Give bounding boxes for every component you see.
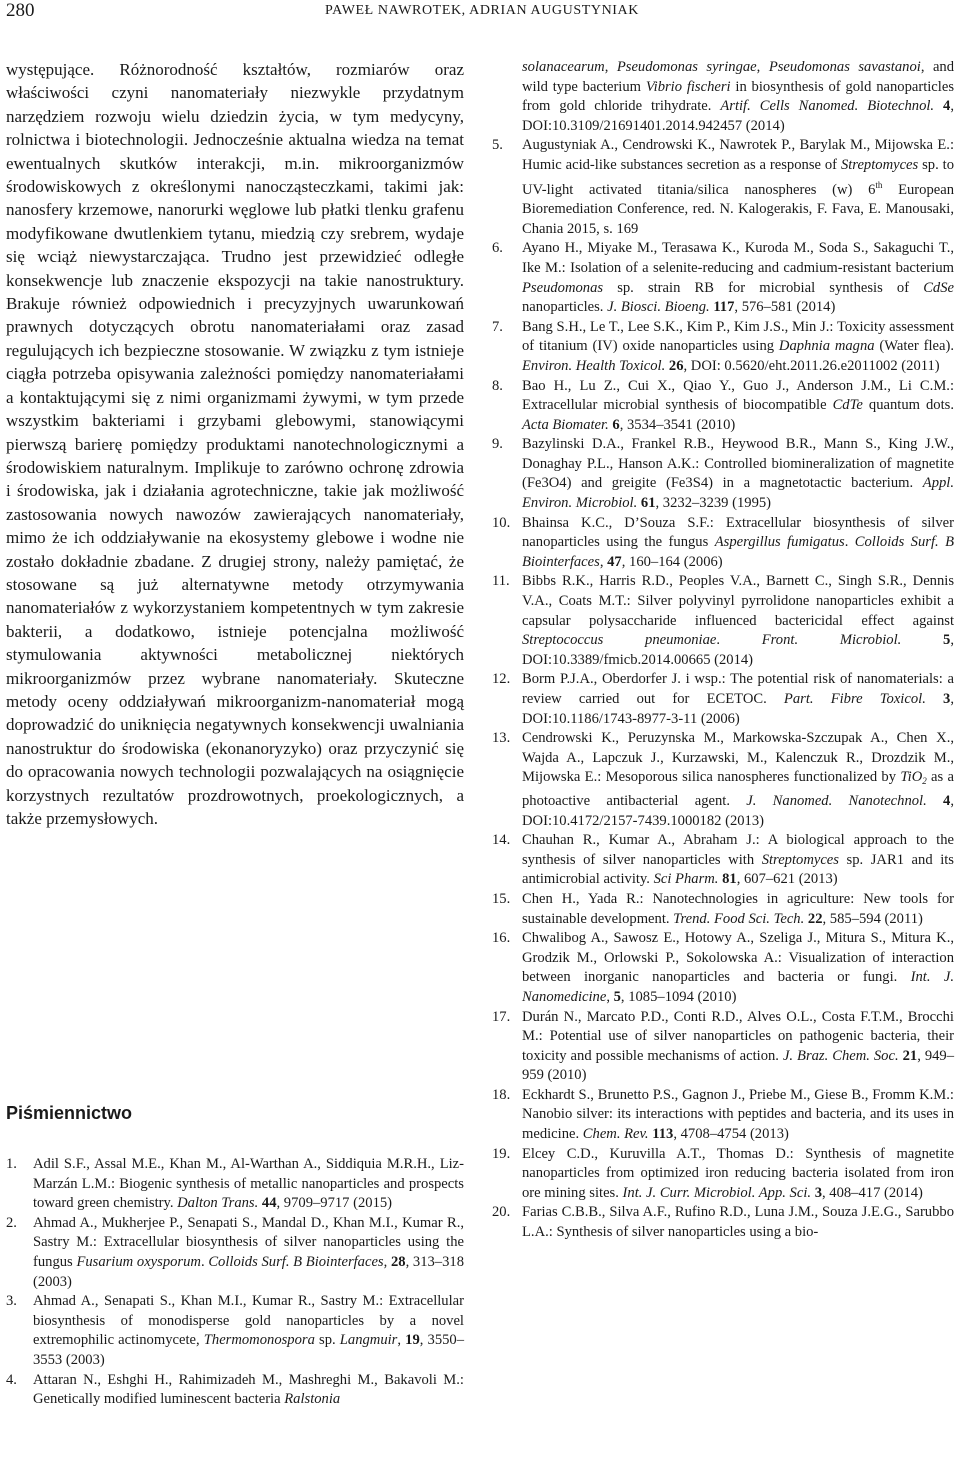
reference-text: Adil S.F., Assal M.E., Khan M., Al-Warthan A., Siddiquia M.R.H., Liz-Marzán L.M.: Biogenic synthesis of metallic nanoparticles and prospects toward green chemistry. Dalton Trans. 44, 9709–9717 (2015) bbox=[33, 1156, 464, 1212]
reference-text: Durán N., Marcato P.D., Conti R.D., Alves O.L., Costa F.T.M., Brocchi M.: Potential use of silver nanoparticles on pathogenic bacteria, their toxicity and possible mechanisms of action. J. Braz. Chem. Soc. 21, 949–959 (2010) bbox=[522, 1008, 955, 1084]
page-number: 280 bbox=[6, 0, 35, 21]
reference-text: Eckhardt S., Brunetto P.S., Gagnon J., Priebe M., Giese B., Fromm K.M.: Nanobio silver: its interactions with peptides and bacteria, and its uses in medicine. Chem. Rev. 113, 4708–4754 (2013) bbox=[522, 1086, 954, 1143]
reference-number: 3. bbox=[6, 1293, 17, 1310]
reference-item bbox=[492, 890, 954, 929]
reference-item bbox=[492, 435, 954, 513]
reference-number: 7. bbox=[492, 318, 503, 335]
reference-text: Elcey C.D., Kuruvilla A.T., Thomas D.: Synthesis of magnetite nanoparticles from optimized iron reducing bacteria isolated from iron ore mining sites. Int. J. Curr. Microbiol. App. Sci. 3, 408–417 (2014) bbox=[522, 1145, 954, 1201]
reference-item bbox=[6, 1214, 464, 1292]
page-header bbox=[0, 0, 960, 24]
body-text bbox=[6, 58, 464, 830]
reference-text: Bhainsa K.C., D’Souza S.F.: Extracellular biosynthesis of silver nanoparticles using the fungus Aspergillus fumigatus. Colloids Surf. B Biointerfaces, 47, 160–164 (2006) bbox=[522, 514, 955, 570]
reference-item bbox=[492, 729, 954, 831]
reference-item bbox=[492, 929, 954, 1007]
section-title: Piśmiennictwo bbox=[6, 1103, 133, 1123]
reference-number: 8. bbox=[492, 377, 503, 394]
reference-item bbox=[492, 136, 954, 239]
reference-item bbox=[492, 239, 954, 317]
reference-text: Chen H., Yada R.: Nanotechnologies in agriculture: New tools for sustainable development. Trend. Food Sci. Tech. 22, 585–594 (2011) bbox=[522, 890, 954, 927]
reference-number: 15. bbox=[492, 890, 511, 907]
reference-number: 20. bbox=[492, 1204, 511, 1221]
references-right bbox=[492, 58, 954, 1243]
reference-number: 17. bbox=[492, 1008, 511, 1025]
reference-text: Ahmad A., Senapati S., Khan M.I., Kumar R., Sastry M.: Extracellular biosynthesis of monodisperse gold nanoparticles by a novel extremophilic actinomycete, Thermomonospora sp. Langmuir, 19, 3550–3553 (2003) bbox=[33, 1293, 465, 1368]
reference-text: Bang S.H., Le T., Lee S.K., Kim P., Kim J.S., Min J.: Toxicity assessment of titanium (IV) oxide nanoparticles using Daphnia magna (Water flea). Environ. Health Toxicol. 26, DOI: 0.5620/eht.2011.26.e2011002 (2011) bbox=[522, 318, 954, 374]
reference-number: 16. bbox=[492, 930, 511, 947]
reference-number: 13. bbox=[492, 730, 511, 747]
reference-number: 6. bbox=[492, 240, 503, 257]
reference-text: Ahmad A., Mukherjee P., Senapati S., Mandal D., Khan M.I., Kumar R., Sastry M.: Extracellular biosynthesis of silver nanoparticles using the fungus Fusarium oxysporum. Colloids Surf. B Biointerfaces, 28, 313–318 (2003) bbox=[33, 1214, 464, 1290]
reference-item bbox=[6, 1292, 464, 1370]
reference-number: 2. bbox=[6, 1214, 17, 1231]
reference-text: Borm P.J.A., Oberdorfer J. i wsp.: The potential risk of nanomaterials: a review carried out for ECETOC. Part. Fibre Toxicol. 3, DOI:10.1186/1743-8977-3-11 (2006) bbox=[522, 671, 954, 727]
reference-item bbox=[492, 318, 954, 377]
reference-text: Ayano H., Miyake M., Terasawa K., Kuroda M., Soda S., Sakaguchi T., Ike M.: Isolation of a selenite-reducing and cadmium-resistant bacterium Pseudomonas sp. strain RB for microbial synthesis of CdSe nanoparticles. J. Biosci. Bioeng. 117, 576–581 (2014) bbox=[522, 240, 954, 316]
reference-number: 12. bbox=[492, 671, 511, 688]
reference-number: 19. bbox=[492, 1145, 511, 1162]
references-left bbox=[6, 1155, 464, 1410]
reference-text: Bao H., Lu Z., Cui X., Qiao Y., Guo J., Anderson J.M., Li C.M.: Extracellular microbial synthesis of biocompatible CdTe quantum dots. Acta Biomater. 6, 3534–3541 (2010) bbox=[522, 377, 954, 433]
reference-number: 10. bbox=[492, 514, 511, 531]
reference-number: 5. bbox=[492, 137, 503, 154]
reference-text: Bazylinski D.A., Frankel R.B., Heywood B.R., Mann S., King J.W., Donaghay P.L., Hanson A.K.: Controlled biomineralization of magnetite (Fe3O4) and greigite (Fe3S4) in a magnetotactic bacterium. Appl. Environ. Microbiol. 61, 3232–3239 (1995) bbox=[522, 436, 954, 512]
reference-item bbox=[492, 831, 954, 890]
reference-text: Attaran N., Eshghi H., Rahimizadeh M., Mashreghi M., Bakavoli M.: Genetically modified luminescent bacteria Ralstonia bbox=[33, 1371, 464, 1408]
reference-number: 9. bbox=[492, 436, 503, 453]
reference-text: Chauhan R., Kumar A., Abraham J.: A biological approach to the synthesis of silver nanoparticles with Streptomyces sp. JAR1 and its antimicrobial activity. Sci Pharm. 81, 607–621 (2013) bbox=[522, 832, 954, 888]
reference-item bbox=[492, 377, 954, 436]
reference-item bbox=[492, 670, 954, 729]
left-column bbox=[6, 58, 464, 830]
reference-text: Chwalibog A., Sawosz E., Hotowy A., Szeliga J., Mitura S., Mitura K., Grodzik M., Orlowski P., Sokolowska A.: Visualization of interaction between inorganic nanoparticles and bacteria or fungi. Int. J. Nanomedicine, 5, 1085–1094 (2010) bbox=[522, 930, 954, 1005]
reference-item bbox=[6, 1371, 464, 1410]
reference-text: Bibbs R.K., Harris R.D., Peoples V.A., Barnett C., Singh S.R., Dennis V.A., Coats M.T.: Silver polyvinyl pyrrolidone nanoparticles exhibit a capsular polysaccharide influenced bactericidal effect against Streptococcus pneumoniae. Front. Microbiol. 5, DOI:10.3389/fmicb.2014.00665 (2014) bbox=[522, 573, 954, 668]
reference-number: 1. bbox=[6, 1156, 17, 1172]
reference-number: 11. bbox=[492, 573, 510, 590]
reference-text: solanacearum, Pseudomonas syringae, Pseudomonas savastanoi, and wild type bacterium Vibrio fischeri in biosynthesis of gold nanoparticles from gold chloride trihydrate. Artif. Cells Nanomed. Biotechnol. 4, DOI:10.3109/21691401.2014.942457 (2014) bbox=[522, 59, 955, 134]
running-head: PAWEŁ NAWROTEK, ADRIAN AUGUSTYNIAK bbox=[325, 3, 639, 18]
reference-item bbox=[6, 1155, 464, 1214]
reference-item bbox=[492, 1145, 954, 1204]
reference-text: Cendrowski K., Peruzynska M., Markowska-Szczupak A., Chen X., Wajda A., Lapczuk J., Kurzawski, M., Kalenczuk R., Drozdzik M., Mijowska E.: Mesoporous silica nanospheres functionalized by TiO$_2$ as a photoactive antibacterial agent. J. Nanomed. Nanotechnol. 4, DOI:10.4172/2157-7439.1000182 (2013) bbox=[522, 730, 955, 829]
reference-item bbox=[492, 572, 954, 670]
reference-item bbox=[492, 1203, 954, 1242]
body-paragraph: występujące. Różnorodność kształtów, rozmiarów oraz właściwości czyni nanomateriały niezwykle przydatnym narzędziem rozwoju wielu dziedzin życia, w tym medycyny, rolnictwa i biotechnologii. Jednocześnie aktualna wiedza na temat ewentualnych skutków interakcji, m.in. mikroorganizmów środowiskowych z określonymi nanocząsteczkami, takimi jak: nanosfery krzemowe, nanorurki węglowe lub płatki tlenku grafenu modyfikowane dwutlenkiem tytanu, miedzią czy srebrem, wydaje się wciąż niewystarczająca. Trudno jest przewidzieć odległe konsekwencje lub znaczenie ekspozycji na takie nanostruktury. Brakuje również odpowiednich i precyzyjnych uwarunkowań prawnych dotyczących obrotu nanomateriałami oraz zasad regulujących ich bezpieczne stosowanie. W związku z tym istnieje ciągła potrzeba opisywania zależności pomiędzy nanomateriałami a kontaktującymi się z nimi organizmami żywymi, w tym przede wszystkim bakteriami i grzybami glebowymi, stanowiącymi pierwszą barierę pomiędzy produktami nanotechnologicznymi a środowiskiem naturalnym. Implikuje to zarówno ochronę zdrowia i środowiska, jak i działania agrotechniczne, takie jak możliwość zastosowania nowych nawozów zawierających nanomateriały, mimo że ich oddziaływanie na ekosystemy glebowe i wodne nie zostało dokładnie zbadane. Z drugiej strony, należy pamiętać, że stosowane są już alternatywne metody otrzymywania nanomateriałów z wykorzystaniem kompetentnych w tym zakresie bakterii, a dodatkowo, istnieje potencjalna możliwość stymulowania aktywności metabolicznej niektórych mikroorganizmów przez wybrane nanomateriały. Skuteczne metody oceny oddziaływań mikroorganizm-nanomateriał mogą doprowadzić do uniknięcia negatywnych konsekwencji uwalniania nanostruktur do środowiska (ekonanoryzyko) oraz przyczynić się do opracowania nowych technologii pozwalających na osiągnięcie korzystnych rezultatów prozdrowotnych, proekologicznych, a także przemysłowych. bbox=[6, 60, 464, 828]
reference-text: Augustyniak A., Cendrowski K., Nawrotek P., Barylak M., Mijowska E.: Humic acid-like substances secretion as a response of Streptomyces sp. to UV-light activated titania/silica nanospheres (w) 6th European Bioremediation Conference, red. N. Kalogerakis, F. Fava, E. Manousaki, Chania 2015, s. 169 bbox=[522, 137, 955, 237]
reference-item bbox=[492, 514, 954, 573]
reference-item bbox=[492, 1086, 954, 1145]
reference-text: Farias C.B.B., Silva A.F., Rufino R.D., Luna J.M., Souza J.E.G., Sarubbo L.A.: Synthesis of silver nanoparticles using a bio- bbox=[522, 1204, 954, 1241]
reference-number: 18. bbox=[492, 1086, 511, 1103]
reference-number: 4. bbox=[6, 1371, 17, 1388]
reference-item bbox=[492, 58, 954, 136]
reference-item bbox=[492, 1008, 954, 1086]
reference-number: 14. bbox=[492, 832, 511, 849]
